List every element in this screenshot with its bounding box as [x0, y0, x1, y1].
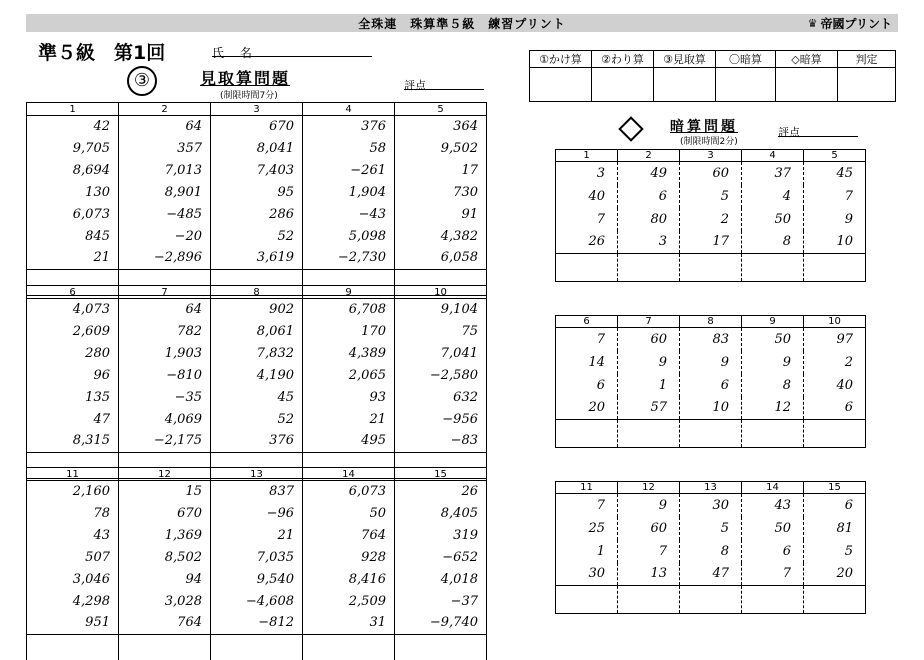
summary-cell[interactable] [654, 68, 716, 102]
problem-value: 10 [804, 231, 866, 254]
problem-value: 9,705 [27, 138, 119, 160]
problem-value: 3 [618, 231, 680, 254]
problem-value: 26 [395, 481, 487, 503]
problem-value: 49 [618, 162, 680, 185]
problem-value: 7,832 [211, 343, 303, 365]
problem-value: −37 [395, 591, 487, 613]
problem-value: −20 [119, 226, 211, 248]
problem-value: 45 [804, 162, 866, 185]
problem-number: 13 [680, 482, 742, 494]
problem-value: 130 [27, 182, 119, 204]
problem-number: 11 [27, 468, 119, 481]
problem-value: 632 [395, 387, 487, 409]
crown-icon: ♛ [807, 17, 818, 30]
problem-value: 97 [804, 328, 866, 351]
problem-value: 93 [303, 387, 395, 409]
problem-value: 7 [618, 540, 680, 563]
problem-number: 1 [27, 103, 119, 116]
problem-value: 1,904 [303, 182, 395, 204]
problem-value: 4,018 [395, 569, 487, 591]
answer-cell[interactable] [742, 420, 804, 448]
answer-cell[interactable] [618, 420, 680, 448]
problem-value: 6,058 [395, 248, 487, 270]
answer-cell[interactable] [556, 254, 618, 282]
problem-value: 78 [27, 503, 119, 525]
answer-cell[interactable] [556, 586, 618, 614]
problem-value: 1 [618, 374, 680, 397]
problem-value: −2,175 [119, 431, 211, 453]
problem-value: 951 [27, 613, 119, 635]
mitori-score-label: 評点 [404, 79, 426, 92]
problem-number: 9 [742, 316, 804, 328]
problem-value: −83 [395, 431, 487, 453]
problem-value: 764 [119, 613, 211, 635]
problem-value: 6,708 [303, 299, 395, 321]
problem-value: 670 [119, 503, 211, 525]
problem-value: 9,540 [211, 569, 303, 591]
answer-cell[interactable] [27, 635, 119, 660]
problem-value: −4,608 [211, 591, 303, 613]
problem-value: 2,160 [27, 481, 119, 503]
problem-number: 4 [303, 103, 395, 116]
problem-value: 21 [211, 525, 303, 547]
problem-value: −43 [303, 204, 395, 226]
problem-value: 21 [27, 248, 119, 270]
problem-value: 3,619 [211, 248, 303, 270]
problem-value: 40 [556, 185, 618, 208]
problem-value: 58 [303, 138, 395, 160]
problem-value: 3,046 [27, 569, 119, 591]
problem-value: −35 [119, 387, 211, 409]
problem-value: 8,315 [27, 431, 119, 453]
problem-number: 10 [804, 316, 866, 328]
problem-value: 1,903 [119, 343, 211, 365]
header-bar [26, 14, 898, 32]
problem-value: 9 [680, 351, 742, 374]
problem-value: 928 [303, 547, 395, 569]
problem-value: 782 [119, 321, 211, 343]
problem-value: 14 [556, 351, 618, 374]
problem-value: 280 [27, 343, 119, 365]
problem-value: 4,298 [27, 591, 119, 613]
summary-header: 判定 [838, 51, 896, 68]
problem-value: 5 [804, 540, 866, 563]
problem-value: 7 [804, 185, 866, 208]
summary-header: ◇暗算 [776, 51, 838, 68]
problem-number: 2 [618, 150, 680, 162]
problem-value: 9 [804, 208, 866, 231]
answer-cell[interactable] [618, 586, 680, 614]
problem-value: 6 [804, 494, 866, 517]
problem-value: −2,730 [303, 248, 395, 270]
problem-value: 4,069 [119, 409, 211, 431]
problem-number: 6 [556, 316, 618, 328]
problem-value: 31 [303, 613, 395, 635]
answer-cell[interactable] [680, 254, 742, 282]
problem-value: 43 [742, 494, 804, 517]
problem-value: 45 [211, 387, 303, 409]
answer-cell[interactable] [804, 254, 866, 282]
problem-value: 47 [27, 409, 119, 431]
problem-value: 13 [618, 563, 680, 586]
problem-value: 37 [742, 162, 804, 185]
problem-value: 7 [742, 563, 804, 586]
problem-value: 52 [211, 409, 303, 431]
summary-header: ③見取算 [654, 51, 716, 68]
answer-cell[interactable] [804, 420, 866, 448]
problem-value: 81 [804, 517, 866, 540]
section-number: ③ [127, 66, 157, 96]
anzan-score-field[interactable] [778, 136, 858, 137]
problem-number: 10 [395, 286, 487, 299]
problem-value: 5,098 [303, 226, 395, 248]
problem-number: 15 [804, 482, 866, 494]
answer-cell[interactable] [680, 586, 742, 614]
answer-cell[interactable] [303, 635, 395, 660]
problem-value: 319 [395, 525, 487, 547]
problem-value: 10 [680, 397, 742, 420]
problem-value: 8,061 [211, 321, 303, 343]
problem-value: −96 [211, 503, 303, 525]
problem-value: 50 [742, 328, 804, 351]
brand-name: 帝國プリント [820, 17, 892, 31]
problem-value: 50 [742, 517, 804, 540]
problem-value: 96 [27, 365, 119, 387]
anzan-table [555, 149, 866, 282]
problem-value: 30 [680, 494, 742, 517]
problem-number: 15 [395, 468, 487, 481]
problem-value: 75 [395, 321, 487, 343]
problem-value: 43 [27, 525, 119, 547]
problem-value: −812 [211, 613, 303, 635]
page-header-title: 全珠連 珠算準５級 練習プリント [358, 17, 566, 31]
problem-value: 4,382 [395, 226, 487, 248]
problem-value: 730 [395, 182, 487, 204]
answer-cell[interactable] [119, 635, 211, 660]
mitori-table [26, 467, 487, 660]
problem-value: 2 [680, 208, 742, 231]
problem-value: 7,041 [395, 343, 487, 365]
problem-number: 14 [303, 468, 395, 481]
problem-value: 60 [618, 328, 680, 351]
anzan-time-limit: (制限時間2分) [680, 137, 738, 147]
problem-value: 50 [742, 208, 804, 231]
problem-value: 6 [804, 397, 866, 420]
problem-value: 26 [556, 231, 618, 254]
problem-value: 7,035 [211, 547, 303, 569]
problem-value: 6 [556, 374, 618, 397]
summary-cell[interactable] [716, 68, 776, 102]
problem-value: 286 [211, 204, 303, 226]
problem-number: 8 [211, 286, 303, 299]
problem-number: 5 [395, 103, 487, 116]
problem-number: 2 [119, 103, 211, 116]
problem-value: 17 [395, 160, 487, 182]
mitori-table [26, 285, 487, 479]
anzan-table [555, 481, 866, 614]
summary-cell[interactable] [776, 68, 838, 102]
problem-value: 64 [119, 116, 211, 138]
problem-value: −810 [119, 365, 211, 387]
problem-number: 4 [742, 150, 804, 162]
problem-value: 6,073 [303, 481, 395, 503]
problem-number: 9 [303, 286, 395, 299]
problem-value: 5 [680, 517, 742, 540]
mitori-title: 見取算問題 [200, 69, 291, 88]
problem-value: 20 [556, 397, 618, 420]
problem-value: 4 [742, 185, 804, 208]
summary-cell[interactable] [838, 68, 896, 102]
problem-value: 7 [556, 328, 618, 351]
problem-value: 507 [27, 547, 119, 569]
problem-value: 357 [119, 138, 211, 160]
problem-value: 2,065 [303, 365, 395, 387]
problem-value: 7,013 [119, 160, 211, 182]
brand [808, 15, 892, 32]
problem-value: 1 [556, 540, 618, 563]
problem-value: 60 [680, 162, 742, 185]
problem-value: 83 [680, 328, 742, 351]
problem-value: −2,896 [119, 248, 211, 270]
problem-number: 5 [804, 150, 866, 162]
problem-value: 902 [211, 299, 303, 321]
problem-value: 8,041 [211, 138, 303, 160]
problem-value: 670 [211, 116, 303, 138]
problem-value: 6 [680, 374, 742, 397]
problem-value: 95 [211, 182, 303, 204]
problem-value: 364 [395, 116, 487, 138]
problem-value: 8 [742, 231, 804, 254]
problem-value: 60 [618, 517, 680, 540]
problem-value: 2 [804, 351, 866, 374]
problem-value: 80 [618, 208, 680, 231]
problem-value: 8,502 [119, 547, 211, 569]
problem-number: 3 [211, 103, 303, 116]
problem-number: 6 [27, 286, 119, 299]
problem-value: 5 [680, 185, 742, 208]
problem-value: 12 [742, 397, 804, 420]
answer-cell[interactable] [395, 635, 487, 660]
problem-value: 20 [804, 563, 866, 586]
answer-cell[interactable] [680, 420, 742, 448]
problem-value: 9 [742, 351, 804, 374]
problem-value: 837 [211, 481, 303, 503]
problem-number: 14 [742, 482, 804, 494]
problem-value: 15 [119, 481, 211, 503]
problem-value: −485 [119, 204, 211, 226]
problem-number: 8 [680, 316, 742, 328]
problem-value: 170 [303, 321, 395, 343]
answer-cell[interactable] [742, 586, 804, 614]
problem-value: 8,694 [27, 160, 119, 182]
anzan-table [555, 315, 866, 448]
summary-table [529, 50, 896, 102]
problem-value: 1,369 [119, 525, 211, 547]
summary-cell[interactable] [592, 68, 654, 102]
problem-value: 135 [27, 387, 119, 409]
name-field[interactable] [212, 56, 372, 57]
grade-title: 準５級 第1回 [38, 42, 166, 64]
answer-cell[interactable] [211, 635, 303, 660]
summary-header: 〇暗算 [716, 51, 776, 68]
answer-cell[interactable] [556, 420, 618, 448]
problem-value: −956 [395, 409, 487, 431]
problem-value: 8,405 [395, 503, 487, 525]
problem-value: 57 [618, 397, 680, 420]
answer-cell[interactable] [618, 254, 680, 282]
problem-value: 3 [556, 162, 618, 185]
problem-value: 4,389 [303, 343, 395, 365]
problem-value: −9,740 [395, 613, 487, 635]
problem-number: 12 [119, 468, 211, 481]
mitori-score-field[interactable] [404, 89, 484, 90]
problem-number: 1 [556, 150, 618, 162]
answer-cell[interactable] [804, 586, 866, 614]
problem-value: 6,073 [27, 204, 119, 226]
anzan-title: 暗算問題 [670, 119, 738, 135]
problem-number: 7 [119, 286, 211, 299]
summary-cell[interactable] [530, 68, 592, 102]
problem-value: 2,609 [27, 321, 119, 343]
problem-value: 17 [680, 231, 742, 254]
problem-value: 2,509 [303, 591, 395, 613]
problem-number: 11 [556, 482, 618, 494]
problem-value: 495 [303, 431, 395, 453]
problem-value: 7 [556, 208, 618, 231]
name-label: 氏 名 [212, 46, 258, 60]
problem-value: 6 [618, 185, 680, 208]
answer-cell[interactable] [742, 254, 804, 282]
problem-value: 21 [303, 409, 395, 431]
problem-value: 8,901 [119, 182, 211, 204]
problem-number: 3 [680, 150, 742, 162]
problem-value: 9,104 [395, 299, 487, 321]
problem-value: −2,580 [395, 365, 487, 387]
problem-value: 8 [742, 374, 804, 397]
problem-value: 25 [556, 517, 618, 540]
problem-value: −652 [395, 547, 487, 569]
mitori-time-limit: (制限時間7分) [220, 91, 278, 101]
mitori-table [26, 102, 487, 296]
problem-value: 64 [119, 299, 211, 321]
problem-value: 91 [395, 204, 487, 226]
problem-number: 7 [618, 316, 680, 328]
problem-value: 47 [680, 563, 742, 586]
problem-value: 42 [27, 116, 119, 138]
diamond-icon [618, 116, 643, 141]
problem-value: 50 [303, 503, 395, 525]
problem-value: 376 [211, 431, 303, 453]
problem-value: 6 [742, 540, 804, 563]
problem-value: 9,502 [395, 138, 487, 160]
problem-value: −261 [303, 160, 395, 182]
problem-value: 30 [556, 563, 618, 586]
problem-value: 764 [303, 525, 395, 547]
problem-number: 13 [211, 468, 303, 481]
problem-value: 7 [556, 494, 618, 517]
problem-value: 94 [119, 569, 211, 591]
summary-header: ①かけ算 [530, 51, 592, 68]
anzan-score-label: 評点 [778, 126, 800, 139]
problem-value: 845 [27, 226, 119, 248]
problem-value: 8,416 [303, 569, 395, 591]
problem-value: 9 [618, 351, 680, 374]
problem-value: 376 [303, 116, 395, 138]
problem-value: 4,190 [211, 365, 303, 387]
problem-value: 8 [680, 540, 742, 563]
problem-value: 9 [618, 494, 680, 517]
problem-value: 3,028 [119, 591, 211, 613]
problem-value: 40 [804, 374, 866, 397]
summary-header: ②わり算 [592, 51, 654, 68]
problem-value: 52 [211, 226, 303, 248]
problem-value: 4,073 [27, 299, 119, 321]
problem-number: 12 [618, 482, 680, 494]
problem-value: 7,403 [211, 160, 303, 182]
